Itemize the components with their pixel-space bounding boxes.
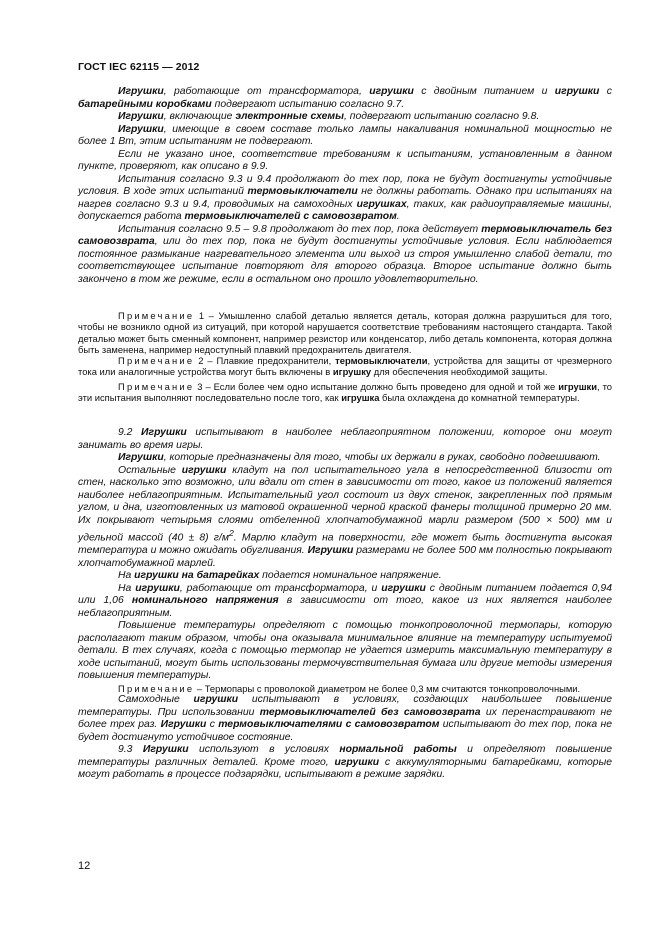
body-paragraph: Игрушки, работающие от трансформатора, игрушки с двойным питанием и игрушки с батарейными коробками подвергают испытанию согласно 9.7. [78,86,612,110]
document-body [78,86,612,782]
page-number: 12 [78,860,91,872]
spacer [78,286,612,310]
body-paragraph: На игрушки, работающие от трансформатора, и игрушки с двойным питанием подается 0,94 или 1,06 номинального напряжения в зависимости от того, какое из них является наиболее неблагоприятным. [78,582,612,619]
document-header: ГОСТ IEC 62115 — 2012 [78,61,200,73]
body-paragraph: Игрушки, включающие электронные схемы, подвергают испытанию согласно 9.8. [118,111,540,122]
note-paragraph: Примечание 1 – Умышленно слабой деталью является деталь, которая должна разрушиться для того, чтобы не возникло одной из ситуаций, при которой нарушается соответствие требованиям настоящего стандарта. Такой деталью может быть сменный компонент, например резистор или конденсатор, либо деталь компонента, которая должна быть заменена, например недоступный плавкий предохранитель двигателя. [78,310,612,355]
body-paragraph: 9.3 Игрушки используют в условиях нормальной работы и определяют повышение температуры различных деталей. Кроме того, игрушки с аккумуляторными батарейками, которые могут работать в процессе подзарядки, испытывают в режиме зарядки. [78,744,613,781]
body-paragraph: Если не указано иное, соответствие требованиям к испытаниям, установленным в данном пункте, проверяют, как описано в 9.9. [78,148,612,172]
note-paragraph: Примечание – Термопары с проволокой диаметром не более 0,3 мм считаются тонкопроволочными. [118,682,581,694]
body-paragraph: 9.2 Игрушки испытывают в наиболее неблагоприятном положении, которое они могут занимать во время игры. [78,427,612,451]
body-paragraph: Испытания согласно 9.5 – 9.8 продолжают до тех пор, пока действует термовыключатель без самовозврата, или до тех пор, пока не будут достигнуты устойчивые условия. Если наблюдается постоянное размыкание нагревательного элемента или выход из строя умышленно слабой детали, то соответствующее испытание повторяют для второго образца. Второе испытание должно быть закончено в том же режиме, если в остальном оно прошло удовлетворительно. [78,223,612,285]
spacer [78,403,612,427]
body-paragraph: Игрушки, имеющие в своем составе только лампы накаливания номинальной мощностью не более 1 Вт, этим испытаниям не подвергают. [78,123,612,147]
body-paragraph: На игрушки на батарейках подается номинальное напряжение. [118,570,442,582]
body-paragraph: Повышение температуры определяют с помощью тонкопроволочной термопары, которую располагают таким образом, чтобы она оказывала минимальное влияние на температуру испытуемой детали. В тех случаях, когда с помощью термопар не удается измерить максимальную температуру в ходе испытаний, могут быть использованы термочувствительная бумага или другие методы измерения повышения температуры. [78,620,612,682]
body-paragraph: Испытания согласно 9.3 и 9.4 продолжают до тех пор, пока не будут достигнуты устойчивые условия. В ходе этих испытаний термовыключатели не должны работать. Однако при испытаниях на нагрев согласно 9.3 и 9.4, проводимых на самоходных игрушках, таких, как радиоуправляемые машины, допускается работа термовыключателей с самовозвратом. [78,173,612,222]
note-paragraph: Примечание 2 – Плавкие предохранители, термовыключатели, устройства для защиты от чрезмерного тока или аналогичные устройства могут быть включены в игрушку для обеспечения необходимой защиты. [78,355,612,378]
note-paragraph: Примечание 3 – Если более чем одно испытание должно быть проведено для одной и той же игрушки, то эти испытания выполняют последовательно после того, как игрушка была охлаждена до комнатной температуры. [78,380,612,404]
body-paragraph: Игрушки, которые предназначены для того, чтобы их держали в руках, свободно подвешивают. [118,452,601,464]
body-paragraph: Остальные игрушки кладут на пол испытательного угла в непосредственной близости от стен, насколько это возможно, или вдали от стен в зависимости от того, какое из положений является наиболее неблагоприятным. Испытательный угол состоит из двух стенок, закрепленных под прямым углом, и дна, изготовленных из матовой окрашенной черной краской фанеры толщиной примерно 20 мм. Их покрывают четырьмя слоями отбеленной хлопчатобумажной марли размером (500 × 500) мм и удельной массой (40 ± 8) $г/м^2$. Марлю кладут на поверхности, где может быть достигнута высокая температура и можно ожидать обугливания. Игрушки размерами не более 500 мм полностью покрывают хлопчатобумажной марлей. [78,464,612,569]
body-paragraph: Самоходные игрушки испытывают в условиях, создающих наибольшее повышение температуры. При использовании термовыключателей без самовозврата их перенастраивают не более трех раз. Игрушки с термовыключателями с самовозвратом испытывают до тех пор, пока не будет достигнуто устойчивое состояние. [78,694,613,743]
